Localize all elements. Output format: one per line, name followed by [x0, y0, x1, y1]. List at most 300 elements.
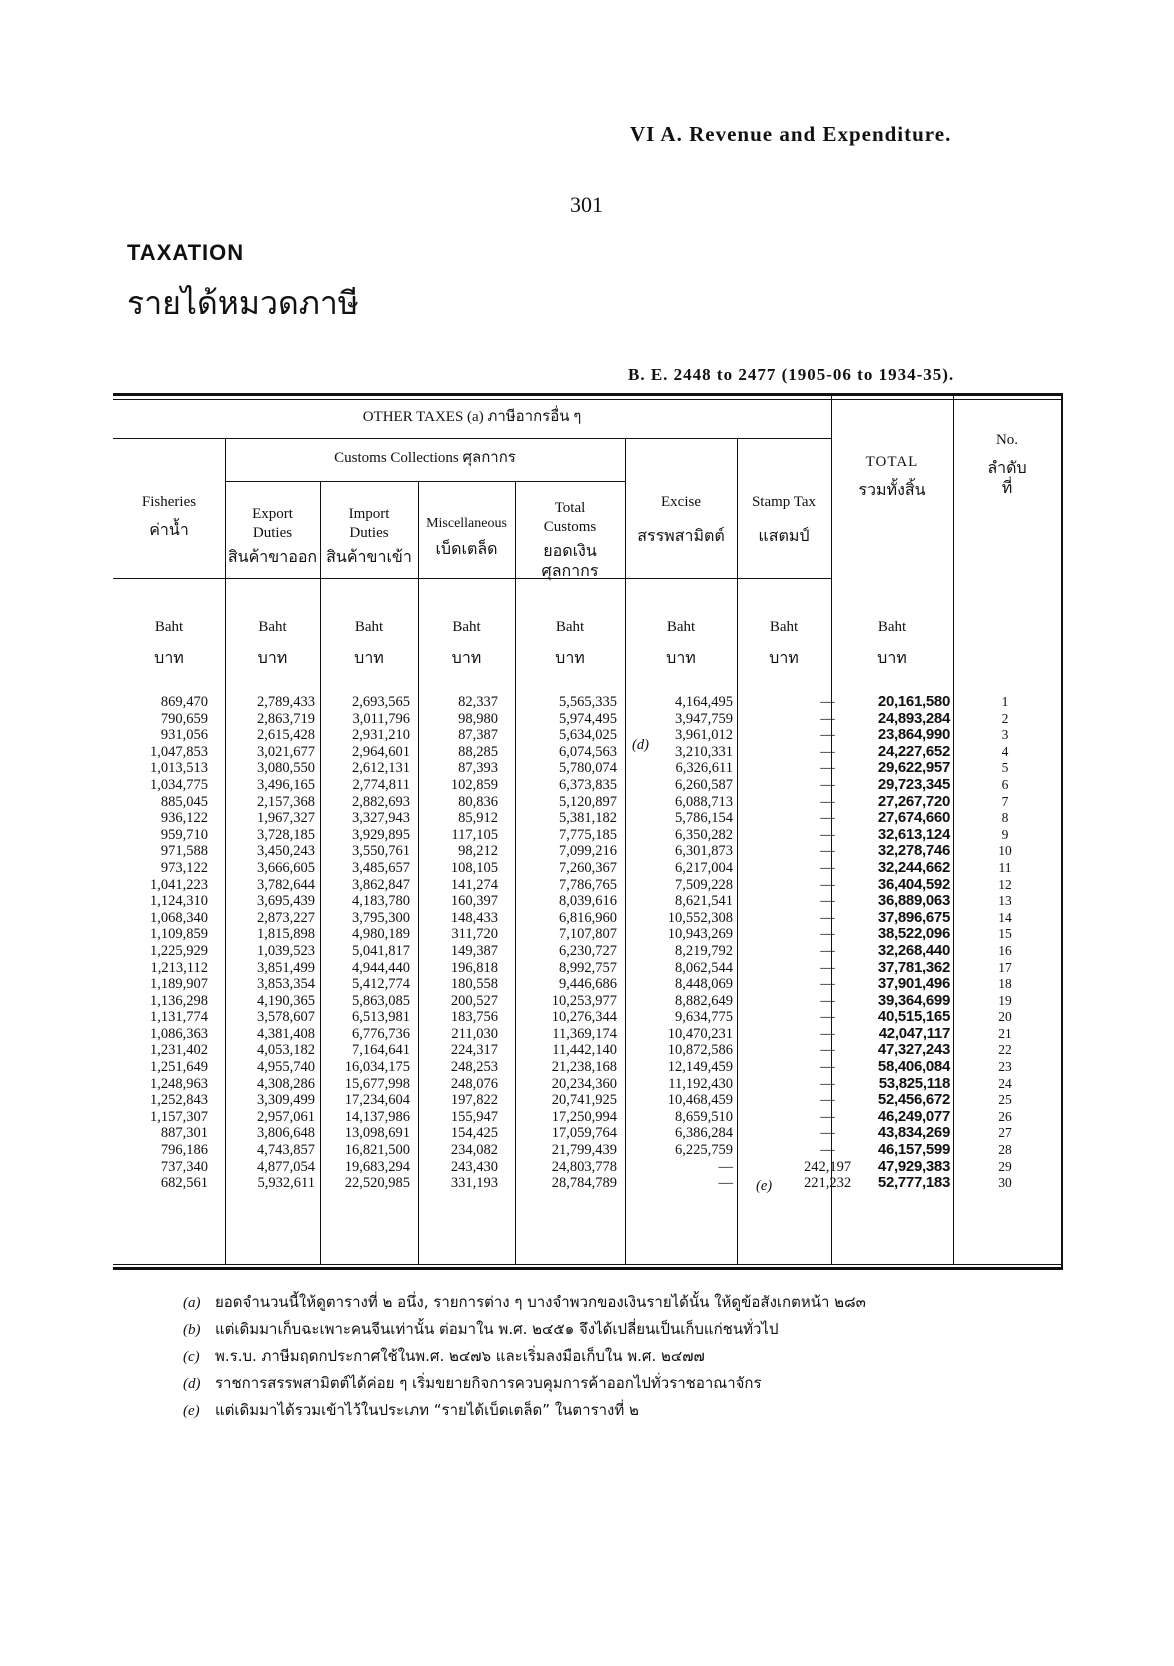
excise-cell: 8,659,510 [675, 1108, 733, 1125]
unit-total-customs: Baht บาท [555, 619, 585, 667]
page-title: TAXATION [127, 240, 245, 265]
column-no [990, 694, 1020, 1192]
total-cell: 37,896,675 [877, 908, 950, 926]
fisheries-cell: 971,588 [160, 843, 208, 860]
export-cell: 3,309,499 [257, 1092, 315, 1109]
stamp-cell: — [820, 976, 835, 993]
import-cell: 13,098,691 [344, 1125, 410, 1142]
table-top-rule [113, 393, 1063, 396]
fisheries-cell: 1,041,223 [150, 876, 208, 893]
footnote-mark: (e) [183, 1403, 200, 1419]
footnote [183, 1371, 866, 1398]
table-top-rule-thin [113, 399, 1063, 400]
import-cell: 3,929,895 [352, 826, 410, 843]
misc-cell: 149,387 [450, 942, 498, 959]
import-cell: 3,327,943 [352, 810, 410, 827]
no-cell: 5 [1001, 760, 1009, 776]
export-cell: 1,039,523 [257, 942, 315, 959]
total-cell: 46,249,077 [877, 1107, 950, 1125]
total-customs-cell: 17,250,994 [551, 1108, 617, 1125]
footnote-mark: (d) [183, 1376, 201, 1392]
stamp-cell: — [820, 1042, 835, 1059]
header-misc: Miscellaneous เบ็ดเตล็ด [426, 516, 507, 558]
table-right-border [1061, 393, 1063, 1270]
stamp-cell: — [820, 843, 835, 860]
total-cell: 36,404,592 [877, 875, 950, 893]
no-cell: 22 [998, 1042, 1012, 1058]
import-cell: 3,550,761 [352, 843, 410, 860]
stamp-cell: — [820, 893, 835, 910]
stamp-cell: — [820, 776, 835, 793]
total-cell: 37,901,496 [877, 975, 950, 993]
total-customs-cell: 6,230,727 [559, 942, 617, 959]
misc-cell: 87,387 [458, 727, 498, 744]
unit-misc: Baht บาท [451, 619, 482, 667]
import-cell: 19,683,294 [344, 1158, 410, 1175]
column-fisheries [113, 694, 208, 1192]
import-cell: 3,795,300 [352, 909, 410, 926]
no-cell: 23 [998, 1059, 1012, 1075]
misc-cell: 224,317 [450, 1042, 498, 1059]
excise-cell: 10,470,231 [667, 1025, 733, 1042]
export-cell: 1,967,327 [257, 810, 315, 827]
fisheries-cell: 737,340 [160, 1158, 208, 1175]
total-customs-cell: 6,373,835 [559, 776, 617, 793]
export-cell: 3,450,243 [257, 843, 315, 860]
fisheries-cell: 885,045 [160, 793, 208, 810]
import-cell: 2,931,210 [352, 727, 410, 744]
import-cell: 4,980,189 [352, 926, 410, 943]
total-customs-cell: 7,260,367 [559, 859, 617, 876]
footnote-text: ราชการสรรพสามิตต์ได้ค่อย ๆ เริ่มขยายกิจการควบคุมการค้าออกไปทั่วราชอาณาจักร [215, 1374, 762, 1392]
excise-cell: — [718, 1175, 733, 1192]
total-customs-cell: 17,059,764 [551, 1125, 617, 1142]
group-customs: Customs Collections ศุลกากร [334, 450, 516, 466]
excise-cell: — [718, 1158, 733, 1175]
total-cell: 46,157,599 [877, 1141, 950, 1159]
unit-export: Baht บาท [257, 619, 288, 667]
total-customs-cell: 10,276,344 [551, 1009, 617, 1026]
total-cell: 37,781,362 [877, 958, 950, 976]
excise-cell: 7,509,228 [675, 876, 733, 893]
misc-cell: 85,912 [458, 810, 498, 827]
footnote-text: พ.ร.บ. ภาษีมฤดกประกาศใช้ในพ.ศ. ๒๔๗๖ และเริ่มลงมือเก็บใน พ.ศ. ๒๔๗๗ [215, 1347, 705, 1365]
no-cell: 6 [1001, 776, 1009, 792]
no-cell: 18 [998, 976, 1012, 992]
export-cell: 2,957,061 [257, 1108, 315, 1125]
stamp-cell: — [820, 1125, 835, 1142]
header-total-customs: Total Customs ยอดเงินศุลกากร [541, 500, 599, 580]
footnote-text: แต่เดิมมาเก็บฉะเพาะคนจีนเท่านั้น ต่อมาใน พ.ศ. ๒๔๕๑ จึงได้เปลี่ยนเป็นเก็บแก่ชนทั่วไป [215, 1320, 779, 1338]
stamp-cell: — [820, 793, 835, 810]
import-cell: 5,041,817 [352, 942, 410, 959]
stamp-cell: — [820, 909, 835, 926]
footnote [183, 1398, 866, 1425]
fisheries-cell: 1,136,298 [150, 992, 208, 1009]
export-cell: 3,806,648 [257, 1125, 315, 1142]
stamp-cell: — [820, 1025, 835, 1042]
total-cell: 39,364,699 [877, 991, 950, 1009]
stamp-cell: — [820, 760, 835, 777]
fisheries-cell: 1,225,929 [150, 942, 208, 959]
excise-cell: 3,947,759 [675, 710, 733, 727]
column-misc [418, 694, 498, 1192]
fisheries-cell: 931,056 [160, 727, 208, 744]
no-cell: 29 [998, 1158, 1012, 1174]
total-customs-cell: 8,039,616 [559, 893, 617, 910]
stamp-cell: — [820, 727, 835, 744]
excise-cell: 3,961,012 [675, 727, 733, 744]
header-bottom-rule [113, 578, 831, 579]
misc-cell: 88,285 [458, 743, 498, 760]
import-cell: 6,776,736 [352, 1025, 410, 1042]
excise-cell: 10,943,269 [667, 926, 733, 943]
excise-cell: 10,872,586 [667, 1042, 733, 1059]
total-cell: 47,327,243 [877, 1041, 950, 1059]
stamp-cell: — [820, 694, 835, 710]
footnote [183, 1344, 866, 1371]
total-customs-cell: 21,799,439 [551, 1142, 617, 1159]
misc-cell: 155,947 [450, 1108, 498, 1125]
import-cell: 5,412,774 [352, 976, 410, 993]
fisheries-cell: 1,068,340 [150, 909, 208, 926]
import-cell: 2,612,131 [352, 760, 410, 777]
export-cell: 4,308,286 [257, 1075, 315, 1092]
total-cell: 32,268,440 [877, 941, 950, 959]
total-customs-cell: 24,803,778 [551, 1158, 617, 1175]
misc-cell: 98,212 [458, 843, 498, 860]
fisheries-cell: 1,086,363 [150, 1025, 208, 1042]
total-customs-cell: 5,120,897 [559, 793, 617, 810]
stamp-cell: — [820, 992, 835, 1009]
misc-cell: 87,393 [458, 760, 498, 777]
fisheries-cell: 1,109,859 [150, 926, 208, 943]
excise-cell: 8,448,069 [675, 976, 733, 993]
no-cell: 8 [1001, 810, 1009, 826]
total-cell: 42,047,117 [878, 1024, 950, 1042]
no-cell: 1 [1001, 694, 1009, 709]
stamp-cell: — [820, 1075, 835, 1092]
column-total-customs [517, 694, 617, 1192]
export-cell: 3,853,354 [257, 976, 315, 993]
misc-cell: 108,105 [450, 859, 498, 876]
export-cell: 3,021,677 [257, 743, 315, 760]
column-import [320, 694, 410, 1192]
no-cell: 24 [998, 1075, 1012, 1091]
excise-cell: 6,326,611 [675, 760, 733, 777]
unit-stamp: Baht บาท [769, 619, 799, 667]
total-customs-cell: 7,775,185 [559, 826, 617, 843]
excise-cell: 11,192,430 [668, 1075, 733, 1092]
export-cell: 3,851,499 [257, 959, 315, 976]
misc-cell: 160,397 [450, 893, 498, 910]
total-cell: 24,227,652 [877, 742, 950, 760]
fisheries-cell: 959,710 [160, 826, 208, 843]
excise-cell: 6,088,713 [675, 793, 733, 810]
no-cell: 30 [998, 1175, 1012, 1191]
no-cell: 10 [998, 843, 1012, 859]
excise-cell: 6,225,759 [675, 1142, 733, 1159]
total-customs-cell: 9,446,686 [559, 976, 617, 993]
total-cell: 43,834,269 [877, 1124, 950, 1142]
export-cell: 5,932,611 [257, 1175, 315, 1192]
import-cell: 5,863,085 [352, 992, 410, 1009]
import-cell: 4,183,780 [352, 893, 410, 910]
footnote-mark: (b) [183, 1322, 201, 1338]
fisheries-cell: 1,157,307 [150, 1108, 208, 1125]
fisheries-cell: 1,047,853 [150, 743, 208, 760]
fisheries-cell: 1,252,843 [150, 1092, 208, 1109]
stamp-cell: — [820, 942, 835, 959]
total-customs-cell: 7,786,765 [559, 876, 617, 893]
fisheries-cell: 1,131,774 [150, 1009, 208, 1026]
import-cell: 4,944,440 [352, 959, 410, 976]
fisheries-cell: 869,470 [160, 694, 208, 710]
stamp-cell: — [820, 876, 835, 893]
total-cell: 36,889,063 [877, 892, 950, 910]
total-cell: 40,515,165 [877, 1008, 950, 1026]
unit-excise: Baht บาท [666, 619, 696, 667]
header-stamp: Stamp Tax แสตมป์ [751, 494, 817, 545]
fisheries-cell: 973,122 [160, 859, 208, 876]
excise-cell: 10,468,459 [667, 1092, 733, 1109]
total-cell: 32,244,662 [877, 858, 950, 876]
total-customs-cell: 5,381,182 [559, 810, 617, 827]
misc-cell: 117,105 [451, 826, 498, 843]
no-cell: 3 [1001, 727, 1009, 743]
total-customs-cell: 6,074,563 [559, 743, 617, 760]
import-cell: 6,513,981 [352, 1009, 410, 1026]
excise-cell: 8,062,544 [675, 959, 733, 976]
no-cell: 27 [998, 1125, 1012, 1141]
misc-cell: 248,076 [450, 1075, 498, 1092]
excise-cell: 9,634,775 [675, 1009, 733, 1026]
total-cell: 23,864,990 [877, 726, 950, 744]
header-import: Import Duties สินค้าขาเข้า [326, 506, 412, 566]
export-cell: 2,873,227 [257, 909, 315, 926]
export-cell: 3,782,644 [257, 876, 315, 893]
import-cell: 16,034,175 [344, 1059, 410, 1076]
misc-cell: 211,030 [451, 1025, 498, 1042]
fisheries-cell: 936,122 [160, 810, 208, 827]
fisheries-cell: 1,189,907 [150, 976, 208, 993]
group-other-taxes: OTHER TAXES (a) ภาษีอากรอื่น ๆ [362, 409, 582, 425]
fisheries-cell: 1,251,649 [150, 1059, 208, 1076]
stamp-cell: — [820, 826, 835, 843]
total-cell: 24,893,284 [877, 709, 950, 727]
misc-cell: 248,253 [450, 1059, 498, 1076]
export-cell: 3,666,605 [257, 859, 315, 876]
export-cell: 4,743,857 [257, 1142, 315, 1159]
total-customs-cell: 8,992,757 [559, 959, 617, 976]
stamp-cell: — [820, 1142, 835, 1159]
footnote-text: ยอดจำนวนนี้ให้ดูตารางที่ ๒ อนึ่ง, รายการต่าง ๆ บางจำพวกของเงินรายได้นั้น ให้ดูข้อสังเกตหน้า ๒๘๓ [215, 1293, 866, 1311]
no-cell: 13 [998, 893, 1012, 909]
misc-cell: 180,558 [450, 976, 498, 993]
footnote [183, 1317, 866, 1344]
header-export: Export Duties สินค้าขาออก [227, 506, 318, 566]
table-bottom-rule-thin [113, 1264, 1063, 1265]
customs-rule [225, 481, 625, 482]
import-cell: 15,677,998 [344, 1075, 410, 1092]
total-cell: 32,613,124 [877, 825, 950, 843]
export-cell: 3,496,165 [257, 776, 315, 793]
no-cell: 12 [998, 876, 1012, 892]
export-cell: 4,053,182 [257, 1042, 315, 1059]
no-cell: 7 [1001, 793, 1009, 809]
import-cell: 2,964,601 [352, 743, 410, 760]
total-customs-cell: 20,741,925 [551, 1092, 617, 1109]
excise-cell: 6,301,873 [675, 843, 733, 860]
excise-cell: 10,552,308 [667, 909, 733, 926]
fisheries-cell: 1,124,310 [150, 893, 208, 910]
total-cell: 27,267,720 [877, 792, 950, 810]
no-cell: 14 [998, 909, 1012, 925]
import-cell: 7,164,641 [352, 1042, 410, 1059]
misc-cell: 331,193 [450, 1175, 498, 1192]
excise-cell: 6,217,004 [675, 859, 733, 876]
export-cell: 3,080,550 [257, 760, 315, 777]
misc-cell: 311,720 [451, 926, 498, 943]
excise-note-d: (d) [632, 737, 649, 753]
unit-import: Baht บาท [354, 619, 384, 667]
period-label: B. E. 2448 to 2477 (1905-06 to 1934-35). [628, 365, 955, 384]
fisheries-cell: 796,186 [160, 1142, 208, 1159]
misc-cell: 200,527 [450, 992, 498, 1009]
import-cell: 2,774,811 [352, 776, 410, 793]
total-customs-cell: 11,369,174 [552, 1025, 617, 1042]
total-cell: 53,825,118 [878, 1074, 950, 1092]
stamp-cell: — [820, 1092, 835, 1109]
section-title: VI A. Revenue and Expenditure. [630, 122, 952, 146]
column-stamp [790, 694, 865, 1192]
excise-cell: 8,621,541 [675, 893, 733, 910]
header-total: TOTAL รวมทั้งสิ้น [858, 454, 926, 499]
fisheries-cell: 1,231,402 [150, 1042, 208, 1059]
header-no: No. ลำดับที่ [987, 432, 1027, 497]
footnote-mark: (a) [183, 1295, 201, 1311]
no-cell: 2 [1001, 710, 1009, 726]
excise-cell: 8,219,792 [675, 942, 733, 959]
total-cell: 47,929,383 [877, 1157, 950, 1175]
import-cell: 3,011,796 [352, 710, 410, 727]
import-cell: 3,485,657 [352, 859, 410, 876]
stamp-cell: — [820, 810, 835, 827]
no-cell: 19 [998, 992, 1012, 1008]
page-title-thai: รายได้หมวดภาษี [127, 284, 359, 322]
import-cell: 2,693,565 [352, 694, 410, 710]
page-number: 301 [570, 192, 603, 217]
export-cell: 1,815,898 [257, 926, 315, 943]
misc-cell: 82,337 [458, 694, 498, 710]
fisheries-cell: 887,301 [160, 1125, 208, 1142]
export-cell: 3,728,185 [257, 826, 315, 843]
total-customs-cell: 10,253,977 [551, 992, 617, 1009]
total-cell: 29,723,345 [877, 775, 950, 793]
no-cell: 4 [1001, 743, 1009, 759]
excise-cell: 5,786,154 [675, 810, 733, 827]
no-cell: 16 [998, 942, 1012, 958]
fisheries-cell: 1,248,963 [150, 1075, 208, 1092]
export-cell: 3,695,439 [257, 893, 315, 910]
fisheries-cell: 1,213,112 [150, 959, 208, 976]
header-fisheries: Fisheries ค่าน้ำ [141, 494, 197, 539]
total-cell: 32,278,746 [877, 842, 950, 860]
total-cell: 20,161,580 [877, 693, 950, 710]
misc-cell: 141,274 [450, 876, 498, 893]
misc-cell: 154,425 [450, 1125, 498, 1142]
total-cell: 27,674,660 [877, 809, 950, 827]
footnotes [183, 1290, 866, 1425]
excise-cell: 12,149,459 [667, 1059, 733, 1076]
export-cell: 2,863,719 [257, 710, 315, 727]
no-cell: 26 [998, 1108, 1012, 1124]
vrule-misc [515, 481, 516, 1264]
import-cell: 22,520,985 [344, 1175, 410, 1192]
total-customs-cell: 5,565,335 [559, 694, 617, 710]
header-excise: Excise สรรพสามิตต์ [637, 494, 725, 545]
total-cell: 58,406,084 [877, 1058, 950, 1076]
total-cell: 52,777,183 [877, 1174, 950, 1192]
total-customs-cell: 11,442,140 [552, 1042, 617, 1059]
stamp-cell: — [820, 926, 835, 943]
import-cell: 3,862,847 [352, 876, 410, 893]
import-cell: 16,821,500 [344, 1142, 410, 1159]
export-cell: 4,955,740 [257, 1059, 315, 1076]
misc-cell: 183,756 [450, 1009, 498, 1026]
misc-cell: 98,980 [458, 710, 498, 727]
import-cell: 2,882,693 [352, 793, 410, 810]
misc-cell: 102,859 [450, 776, 498, 793]
misc-cell: 234,082 [450, 1142, 498, 1159]
misc-cell: 243,430 [450, 1158, 498, 1175]
export-cell: 4,190,365 [257, 992, 315, 1009]
vrule-excise [737, 438, 738, 1264]
fisheries-cell: 1,013,513 [150, 760, 208, 777]
no-cell: 28 [998, 1142, 1012, 1158]
stamp-cell: 221,232 [803, 1175, 852, 1192]
total-customs-cell: 5,634,025 [559, 727, 617, 744]
export-cell: 3,578,607 [257, 1009, 315, 1026]
excise-cell: 6,350,282 [675, 826, 733, 843]
total-customs-cell: 28,784,789 [551, 1175, 617, 1192]
no-cell: 11 [998, 859, 1012, 875]
stamp-cell: — [820, 959, 835, 976]
column-export [225, 694, 315, 1192]
total-customs-cell: 5,780,074 [559, 760, 617, 777]
fisheries-cell: 790,659 [160, 710, 208, 727]
footnote-mark: (c) [183, 1349, 200, 1365]
vrule-customs [625, 438, 626, 1264]
stamp-cell: — [820, 859, 835, 876]
export-cell: 2,615,428 [257, 727, 315, 744]
misc-cell: 197,822 [450, 1092, 498, 1109]
no-cell: 25 [998, 1092, 1012, 1108]
stamp-cell: — [820, 1009, 835, 1026]
vrule-total [953, 393, 954, 1264]
export-cell: 4,877,054 [257, 1158, 315, 1175]
total-customs-cell: 20,234,360 [551, 1075, 617, 1092]
stamp-cell: — [820, 710, 835, 727]
total-cell: 52,456,672 [877, 1091, 950, 1109]
stamp-cell: — [820, 1059, 835, 1076]
total-customs-cell: 7,107,807 [559, 926, 617, 943]
unit-total: Baht บาท [877, 619, 907, 667]
misc-cell: 80,836 [458, 793, 498, 810]
no-cell: 17 [998, 959, 1012, 975]
stamp-cell: — [820, 1108, 835, 1125]
fisheries-cell: 1,034,775 [150, 776, 208, 793]
